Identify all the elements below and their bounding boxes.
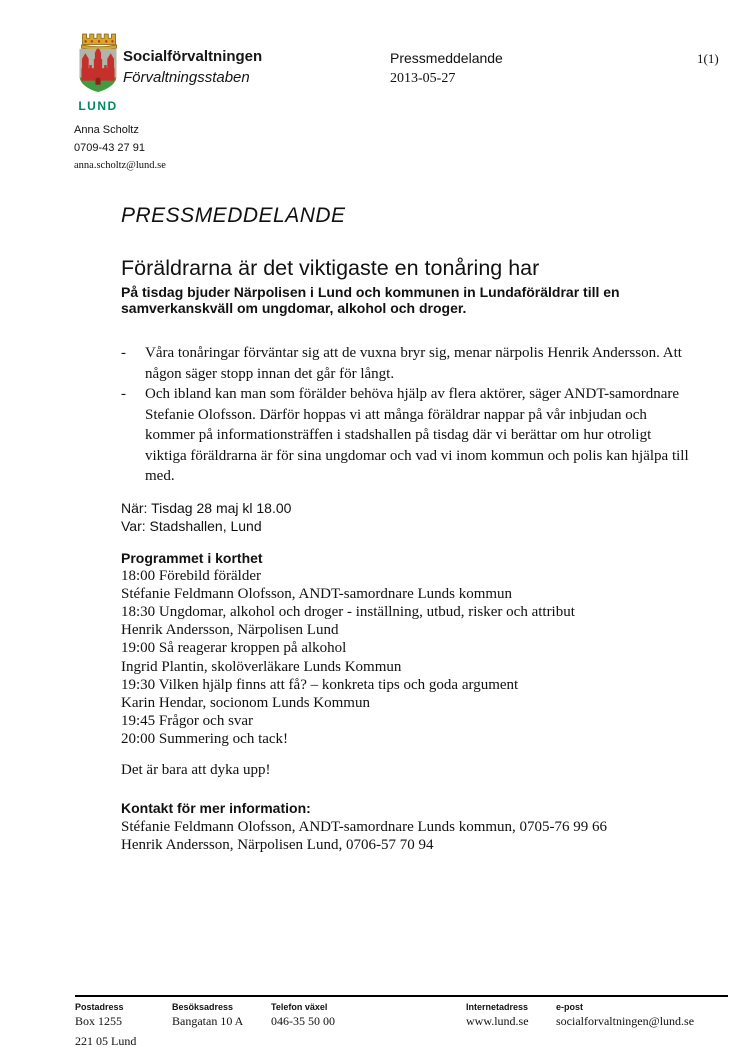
sender-email: anna.scholtz@lund.se — [74, 160, 166, 171]
program-line: 19:45 Frågor och svar — [121, 713, 254, 730]
program-line: Karin Hendar, socionom Lunds Kommun — [121, 694, 370, 711]
footer-label: Telefon växel — [271, 1002, 328, 1012]
event-when: När: Tisdag 28 maj kl 18.00 — [121, 499, 292, 516]
footer-postal-address — [75, 1002, 136, 1055]
lund-coat-of-arms-icon — [74, 31, 122, 93]
organization-name: Socialförvaltningen — [123, 48, 263, 65]
organization-unit: Förvaltningsstaben — [123, 69, 250, 86]
event-when-where — [121, 499, 691, 535]
quote-text: Och ibland kan man som förälder behöva hjälp av flera aktörer, säger ANDT-samordnare Stefanie Olofsson. Därför hoppas vi att många föräldrar nappar på vår inbjudan och kommer på informationsträffen i stadshallen på tisdag där vi berättar om hur otroligt viktiga föräldrarna är för sina ungdomar och vad vi inom kommun och polis kan hjälpa till med. — [145, 386, 689, 484]
program-line: Stéfanie Feldmann Olofsson, ANDT-samordnare Lunds kommun — [121, 585, 513, 602]
footer-value: www.lund.se — [466, 1014, 529, 1028]
bullet-dash: - — [121, 345, 126, 361]
document-type: Pressmeddelande — [390, 50, 503, 66]
document-body — [121, 203, 691, 854]
footer-value: 046-35 50 00 — [271, 1014, 335, 1028]
footer-website — [466, 1002, 529, 1035]
footer-visiting-address — [172, 1002, 243, 1035]
organization-block — [123, 48, 262, 86]
sender-contact-block — [74, 124, 166, 171]
program-list — [121, 567, 691, 749]
footer-label: e-post — [556, 1002, 583, 1012]
quote-item — [121, 384, 691, 487]
contact-line: Henrik Andersson, Närpolisen Lund, 0706-57 70 94 — [121, 836, 434, 853]
sender-name: Anna Scholtz — [74, 124, 139, 136]
press-release-title: Föräldrarna är det viktigaste en tonåring har — [121, 256, 540, 280]
contact-list — [121, 818, 691, 854]
page-number: 1(1) — [697, 51, 719, 66]
footer-label: Internetadress — [466, 1002, 529, 1012]
logo-text: LUND — [78, 99, 118, 113]
footer-phone — [271, 1002, 335, 1035]
quote-list — [121, 343, 691, 487]
contact-line: Stéfanie Feldmann Olofsson, ANDT-samordnare Lunds kommun, 0705-76 99 66 — [121, 818, 608, 835]
document-date: 2013-05-27 — [390, 71, 456, 86]
document-footer — [75, 995, 728, 1050]
document-heading: PRESSMEDDELANDE — [121, 204, 346, 227]
document-meta — [390, 50, 503, 87]
quote-item — [121, 343, 691, 384]
footer-value: Box 1255 — [75, 1014, 123, 1028]
program-line: 18:30 Ungdomar, alkohol och droger - inställning, utbud, risker och attribut — [121, 603, 575, 620]
footer-value: 221 05 Lund — [75, 1034, 137, 1048]
contact-heading: Kontakt för mer information: — [121, 799, 311, 816]
sender-phone: 0709-43 27 91 — [74, 142, 145, 154]
footer-value: socialforvaltningen@lund.se — [556, 1014, 695, 1028]
footer-label: Postadress — [75, 1002, 124, 1012]
program-heading: Programmet i korthet — [121, 549, 263, 566]
press-release-lead: På tisdag bjuder Närpolisen i Lund och kommunen in Lundaföräldrar till en samverkanskväll om ungdomar, alkohol och droger. — [121, 284, 620, 316]
footer-email — [556, 1002, 694, 1035]
event-where: Var: Stadshallen, Lund — [121, 517, 262, 534]
program-line: 18:00 Förebild förälder — [121, 567, 261, 584]
program-line: 20:00 Summering och tack! — [121, 731, 289, 748]
closing-line: Det är bara att dyka upp! — [121, 761, 271, 778]
lund-municipality-logo — [72, 31, 124, 113]
program-line: Ingrid Plantin, skolöverläkare Lunds Kommun — [121, 658, 402, 675]
footer-label: Besöksadress — [172, 1002, 234, 1012]
quote-text: Våra tonåringar förväntar sig att de vuxna bryr sig, menar närpolis Henrik Andersson. Att någon säger stopp innan det går för långt. — [145, 345, 682, 382]
bullet-dash: - — [121, 386, 126, 402]
footer-value: Bangatan 10 A — [172, 1014, 244, 1028]
program-line: 19:30 Vilken hjälp finns att få? – konkreta tips och goda argument — [121, 676, 519, 693]
program-line: 19:00 Så reagerar kroppen på alkohol — [121, 640, 347, 657]
program-line: Henrik Andersson, Närpolisen Lund — [121, 622, 339, 639]
